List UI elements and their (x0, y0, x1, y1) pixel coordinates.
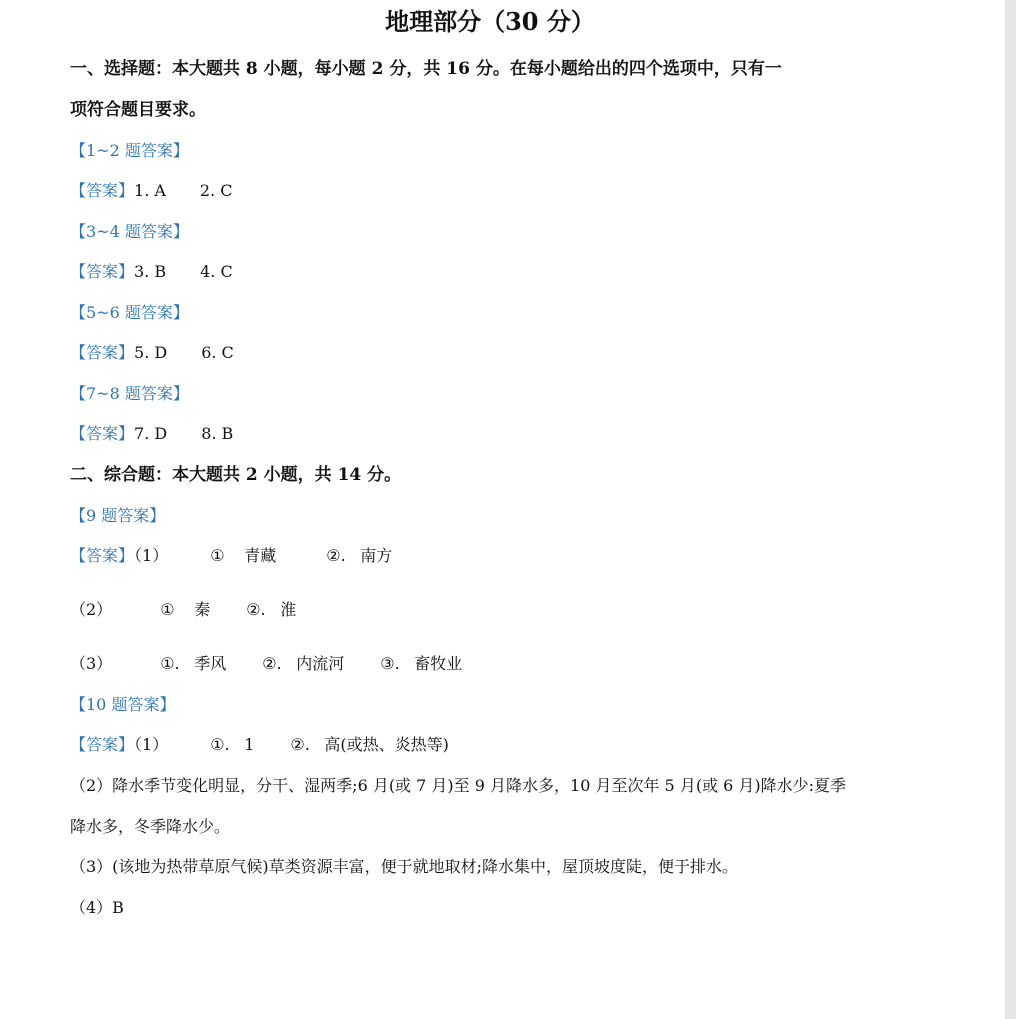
answer-value: 1 (244, 735, 255, 754)
answer-value: 6. C (201, 343, 234, 362)
answer-tag: 【答案】 (70, 343, 135, 362)
section2-heading: 二、综合题：本大题共 2 小题，共 14 分。 (70, 465, 402, 485)
answer-group-header: 【3~4 题答案】 (70, 222, 189, 241)
marker: ②. (290, 735, 310, 754)
q9-part1 (70, 546, 392, 566)
answer-value: 3. B (134, 262, 167, 281)
part-number: （1） (134, 546, 169, 565)
answer-line (70, 343, 234, 363)
answer-value: 南方 (360, 546, 393, 565)
marker: ②. (246, 600, 266, 619)
q10-part2-line1: （2）降水季节变化明显，分干、湿两季;6 月(或 7 月)至 9 月降水多，10 月至次年 5 月(或 6 月)降水少:夏季 (70, 776, 847, 795)
answer-line (70, 424, 233, 444)
answer-value: 7. D (134, 424, 168, 443)
q9-part2 (70, 600, 296, 620)
marker: ① (160, 600, 175, 619)
marker: ①. (160, 654, 180, 673)
q9-header: 【9 题答案】 (70, 506, 166, 525)
answer-tag: 【答案】 (70, 424, 135, 443)
part-number: （1） (134, 735, 169, 754)
answer-group-header: 【7~8 题答案】 (70, 384, 189, 403)
part-number: （3） (70, 654, 113, 673)
answer-line (70, 181, 233, 201)
marker: ②. (326, 546, 346, 565)
answer-value: 畜牧业 (414, 654, 463, 673)
answer-value: 8. B (201, 424, 234, 443)
answer-line (70, 262, 233, 282)
marker: ①. (210, 735, 230, 754)
q10-part3: （3）(该地为热带草原气候)草类资源丰富，便于就地取材;降水集中，屋顶坡度陡，便于排水。 (70, 857, 739, 876)
answer-value: 4. C (200, 262, 233, 281)
marker: ②. (262, 654, 282, 673)
answer-group-header: 【5~6 题答案】 (70, 303, 189, 322)
answer-tag: 【答案】 (70, 735, 135, 754)
section1-heading-line1: 一、选择题：本大题共 8 小题，每小题 2 分，共 16 分。在每小题给出的四个选项中，只有一 (70, 59, 782, 79)
answer-value: 高(或热、炎热等) (324, 735, 449, 754)
answer-tag: 【答案】 (70, 546, 135, 565)
answer-value: 秦 (194, 600, 211, 619)
q10-part2-line2: 降水多，冬季降水少。 (70, 817, 231, 836)
q10-header: 【10 题答案】 (70, 695, 176, 714)
q10-part4: （4）B (70, 898, 124, 917)
part-number: （2） (70, 600, 113, 619)
section1-heading-line2: 项符合题目要求。 (70, 100, 206, 120)
answer-value: 内流河 (296, 654, 345, 673)
answer-group-header: 【1~2 题答案】 (70, 141, 189, 160)
answer-value: 1. A (134, 181, 166, 200)
answer-value: 季风 (194, 654, 227, 673)
answer-value: 淮 (280, 600, 297, 619)
q10-part1 (70, 735, 449, 755)
answer-value: 青藏 (244, 546, 277, 565)
answer-tag: 【答案】 (70, 262, 135, 281)
marker: ① (210, 546, 225, 565)
q9-part3 (70, 654, 462, 674)
marker: ③. (380, 654, 400, 673)
answer-value: 5. D (134, 343, 168, 362)
answer-value: 2. C (199, 181, 233, 200)
answer-tag: 【答案】 (70, 181, 135, 200)
page-title: 地理部分（30 分） (385, 7, 595, 36)
